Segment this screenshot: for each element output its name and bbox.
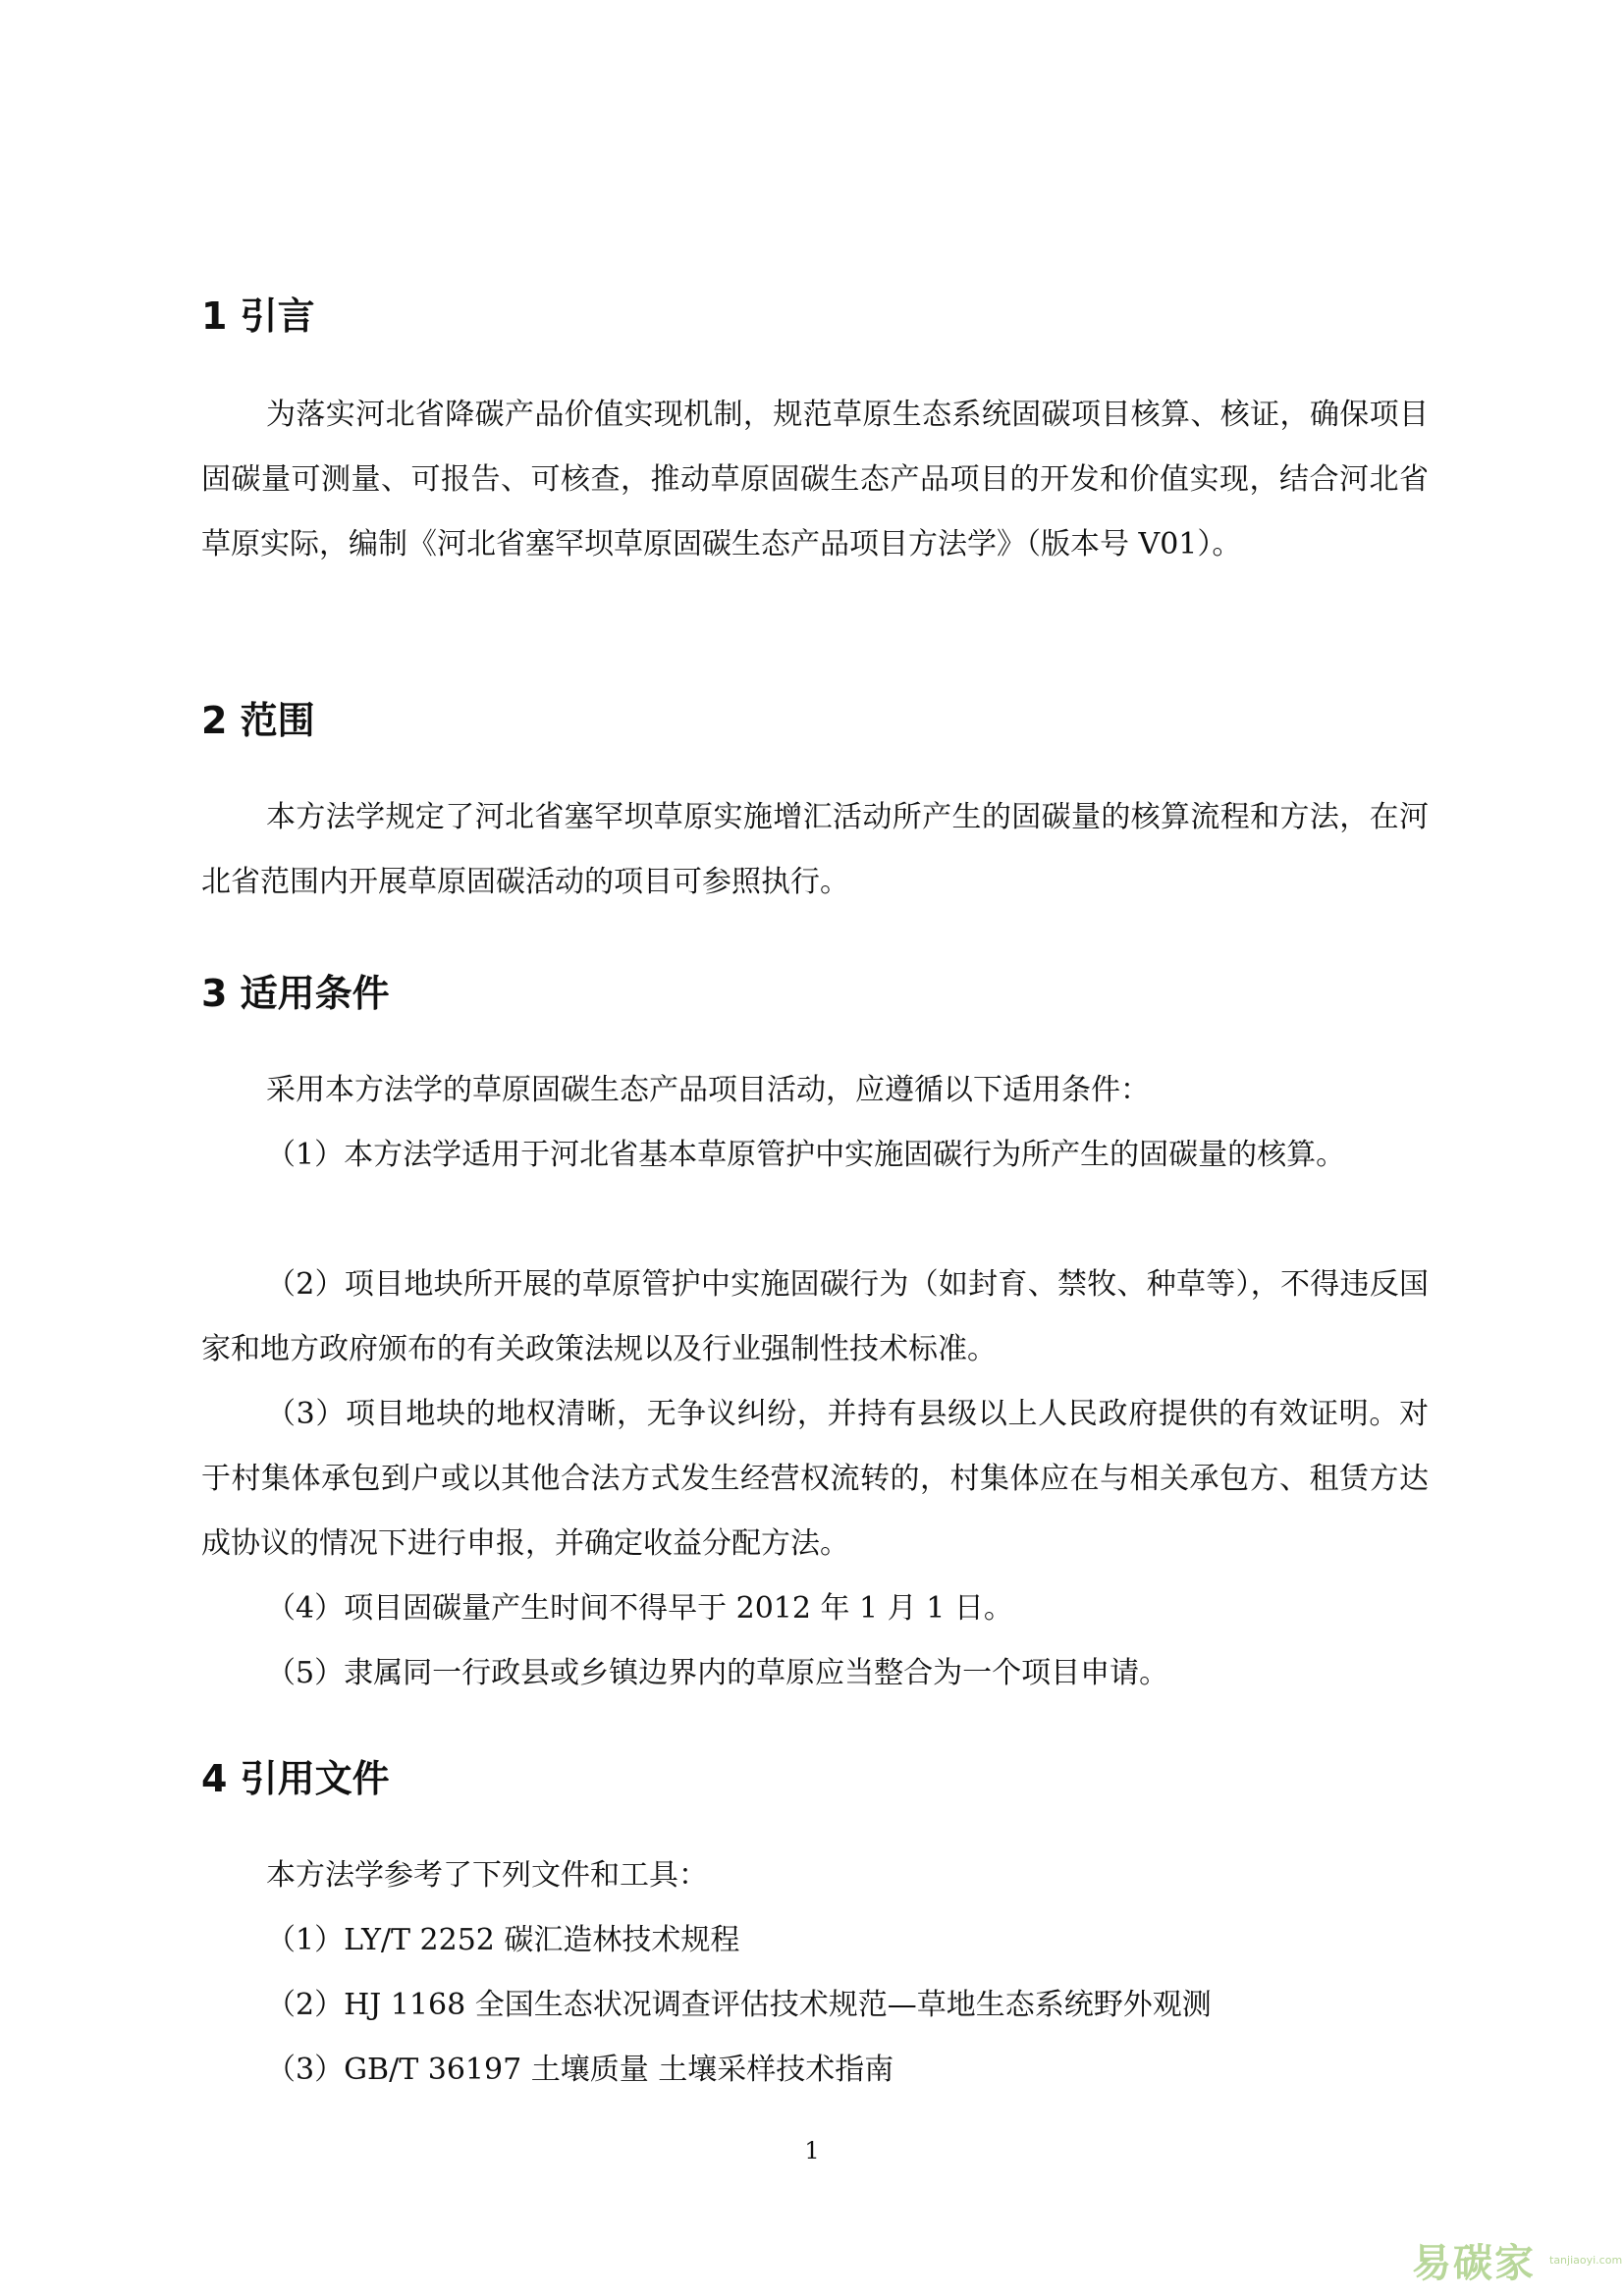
reference-item-2: （2）HJ 1168 全国生态状况调查评估技术规范—草地生态系统野外观测 <box>266 1988 1212 2022</box>
section-heading-conditions: 3 适用条件 <box>201 972 390 1015</box>
watermark-domain: tanjiaoyi.com <box>1549 2254 1623 2267</box>
reference-item-3: （3）GB/T 36197 土壤质量 土壤采样技术指南 <box>266 2053 894 2087</box>
condition-item-5: （5）隶属同一行政县或乡镇边界内的草原应当整合为一个项目申请。 <box>266 1656 1169 1690</box>
condition-item-3: （3）项目地块的地权清晰，无争议纠纷，并持有县级以上人民政府提供的有效证明。对于村集体承包到户或以其他合法方式发生经营权流转的，村集体应在与相关承包方、租赁方达成协议的情况下进行申报，并确定收益分配方法。 <box>201 1397 1429 1561</box>
introduction-paragraph: 为落实河北省降碳产品价值实现机制，规范草原生态系统固碳项目核算、核证，确保项目固碳量可测量、可报告、可核查，推动草原固碳生态产品项目的开发和价值实现，结合河北省草原实际，编制《河北省塞罕坝草原固碳生态产品项目方法学》（版本号 V01）。 <box>201 398 1429 561</box>
watermark-logo <box>1412 2228 1623 2287</box>
condition-item-4: （4）项目固碳量产生时间不得早于 2012 年 1 月 1 日。 <box>266 1591 1013 1626</box>
page-number: 1 <box>804 2137 820 2164</box>
condition-item-1: （1）本方法学适用于河北省基本草原管护中实施固碳行为所产生的固碳量的核算。 <box>266 1138 1346 1172</box>
scope-paragraph: 本方法学规定了河北省塞罕坝草原实施增汇活动所产生的固碳量的核算流程和方法，在河北省范围内开展草原固碳活动的项目可参照执行。 <box>201 800 1429 899</box>
section-heading-introduction: 1 引言 <box>201 294 315 338</box>
references-intro: 本方法学参考了下列文件和工具： <box>266 1858 708 1893</box>
reference-item-1: （1）LY/T 2252 碳汇造林技术规程 <box>266 1923 740 1957</box>
condition-item-2: （2）项目地块所开展的草原管护中实施固碳行为（如封育、禁牧、种草等），不得违反国家和地方政府颁布的有关政策法规以及行业强制性技术标准。 <box>201 1267 1429 1366</box>
conditions-intro: 采用本方法学的草原固碳生态产品项目活动，应遵循以下适用条件： <box>266 1073 1150 1107</box>
watermark-text: 易碳家 <box>1412 2241 1536 2286</box>
section-heading-references: 4 引用文件 <box>201 1757 390 1800</box>
section-heading-scope: 2 范围 <box>201 699 315 742</box>
